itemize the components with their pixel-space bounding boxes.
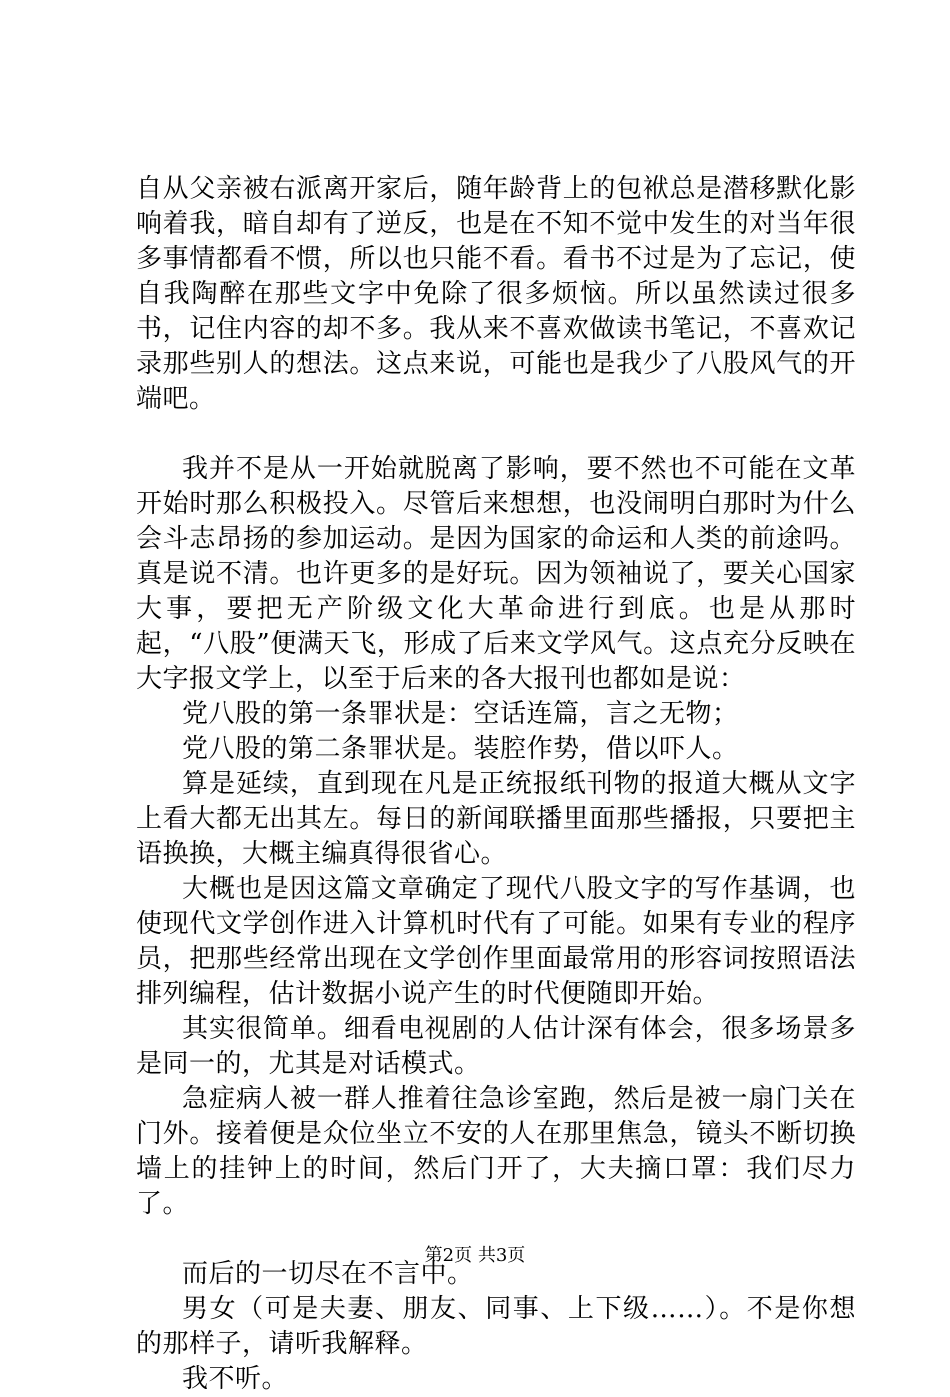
paragraph-6: 大概也是因这篇文章确定了现代八股文字的写作基调，也使现代文学创作进入计算机时代有了可能。如果有专业的程序员，把那些经常出现在文学创作里面最常用的形容词按照语法排列编程，估计数据小说产生的时代便随即开始。	[136, 874, 856, 1009]
paragraph-4: 党八股的第二条罪状是。装腔作势，借以吓人。	[182, 734, 739, 764]
paragraph-11: 我不听。	[182, 1364, 289, 1394]
paragraph-7: 其实很简单。细看电视剧的人估计深有体会，很多场景多是同一的，尤其是对话模式。	[136, 1014, 856, 1079]
document-body	[136, 172, 856, 1397]
paragraph-3: 党八股的第一条罪状是：空话连篇，言之无物；	[182, 699, 739, 729]
paragraph-5: 算是延续，直到现在凡是正统报纸刊物的报道大概从文字上看大都无出其左。每日的新闻联播里面那些播报，只要把主语换换，大概主编真得很省心。	[136, 769, 856, 869]
paragraph-9: 而后的一切尽在不言中。	[182, 1259, 474, 1289]
paragraph-8: 急症病人被一群人推着往急诊室跑，然后是被一扇门关在门外。接着便是众位坐立不安的人在那里焦急，镜头不断切换墙上的挂钟上的时间，然后门开了，大夫摘口罩：我们尽力了。	[136, 1084, 856, 1219]
paragraph-10: 男女（可是夫妻、朋友、同事、上下级……）。不是你想的那样子，请听我解释。	[136, 1294, 856, 1359]
paragraph-gap	[136, 417, 856, 452]
paragraph-1: 自从父亲被右派离开家后，随年龄背上的包袱总是潜移默化影响着我，暗自却有了逆反，也是在不知不觉中发生的对当年很多事情都看不惯，所以也只能不看。看书不过是为了忘记，使自我陶醉在那些文字中免除了很多烦恼。所以虽然读过很多书，记住内容的却不多。我从来不喜欢做读书笔记，不喜欢记录那些别人的想法。这点来说，可能也是我少了八股风气的开端吧。	[136, 174, 856, 414]
paragraph-2: 我并不是从一开始就脱离了影响，要不然也不可能在文革开始时那么积极投入。尽管后来想想，也没闹明白那时为什么会斗志昂扬的参加运动。是因为国家的命运和人类的前途吗。真是说不清。也许更多的是好玩。因为领袖说了，要关心国家大事，要把无产阶级文化大革命进行到底。也是从那时起，“八股”便满天飞，形成了后来文学风气。这点充分反映在大字报文学上，以至于后来的各大报刊也都如是说：	[136, 454, 856, 694]
page-footer: 第2页 共3页	[424, 1245, 526, 1266]
